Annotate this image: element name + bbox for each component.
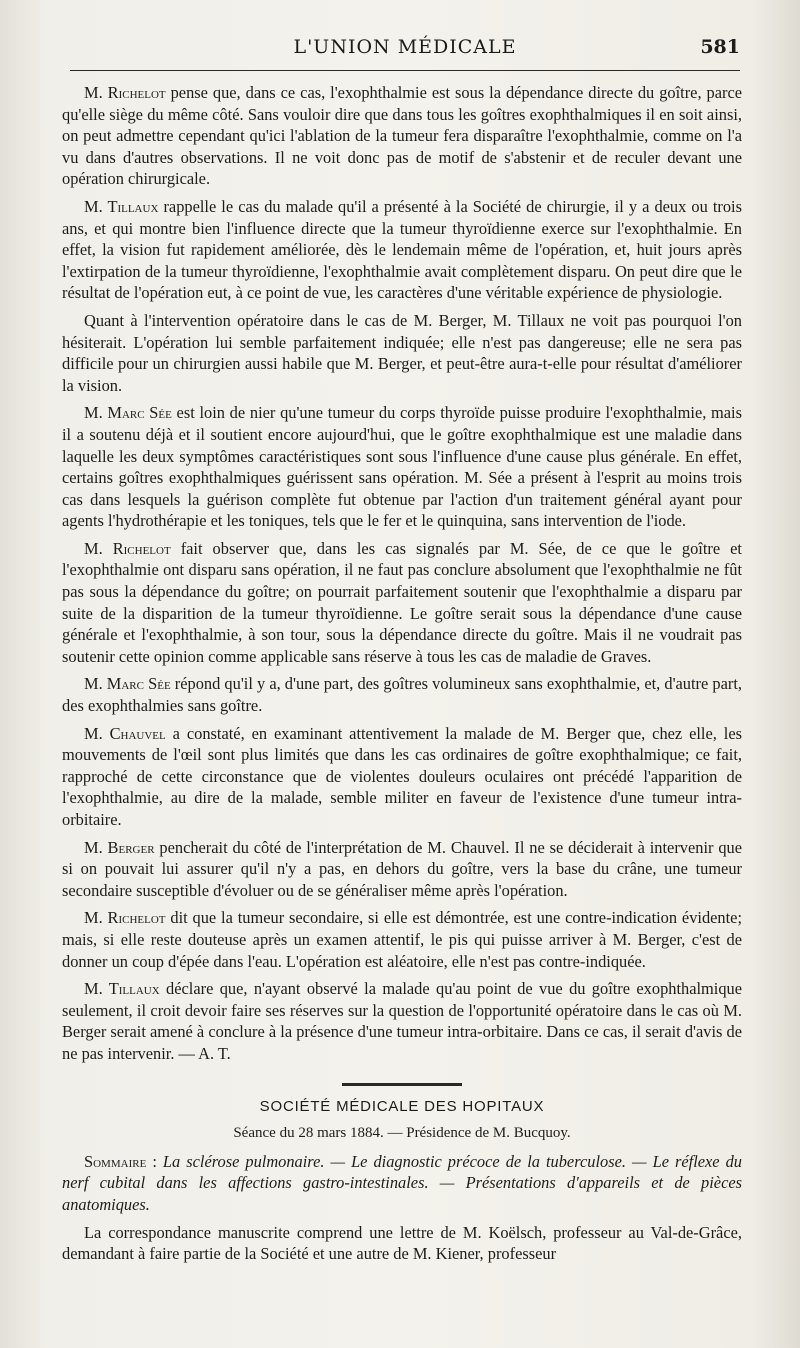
speaker-name: M. Richelot: [84, 908, 166, 928]
paragraph: [62, 538, 742, 668]
paragraph-text: a constaté, en examinant attentivement la malade de M. Berger que, chez elle, les mouvements de l'œil sont plus limités que dans les cas ordinaires de goître exophthalmique; ce fait, rapproché de cette circonstance que de violentes douleurs oculaires ont précédé l'apparition de l'exophthalmie, au dire de la malade, semble militer en faveur de l'existence d'une tumeur intra-orbitaire.: [62, 723, 742, 829]
speaker-name: M. Tillaux: [84, 979, 160, 999]
paragraph-text: dit que la tumeur secondaire, si elle est démontrée, est une contre-indication évidente; mais, si elle reste douteuse après un examen attentif, le pis qui puisse arriver à M. Berger, c'est de donner un coup d'épée dans l'eau. L'opération est aléatoire, elle n'est pas contre-indiquée.: [62, 908, 743, 971]
paragraph: [62, 310, 742, 396]
section-divider: [342, 1083, 462, 1086]
paragraph-text: pense que, dans ce cas, l'exophthalmie est sous la dépendance directe du goître, parce qu'elle siège du même côté. Sans vouloir dire que dans tous les goîtres exophthalmiques il en soit ainsi, on peut admettre cependant qu'ici l'ablation de la tumeur fera disparaître l'exophthalmie, comme on l'a vu dans d'autres observations. Il ne voit donc pas de motif de s'abstenir et de reculer devant une opération chirurgicale.: [62, 83, 742, 189]
paragraph-text: fait observer que, dans les cas signalés par M. Sée, de ce que le goître et l'exophthalmie ont disparu sans opération, il ne faut pas conclure absolument que l'exophthalmie ne fût pas sous la dépendance du goître; on pourrait parfaitement soutenir que l'exophthalmie a disparu par suite de la disparition de la tumeur thyroïdienne. Le goître serait sous la dépendance d'une cause générale et l'exophthalmie, à son tour, sous la dépendance directe du goître. Mais il ne voudrait pas soutenir cette opinion comme applicable sans réserve à tous les cas de maladie de Graves.: [62, 538, 742, 666]
speaker-name: M. Tillaux: [84, 196, 159, 216]
speaker-name: M. Chauvel: [84, 723, 166, 743]
paragraph-text: est loin de nier qu'une tumeur du corps thyroïde puisse produire l'exophthalmie, mais il a soutenu déjà et il soutient encore aujourd'hui, que le goître exophthalmique est une maladie dans laquelle les deux symptômes caractéristiques sont sous l'influence d'une cause plus générale. En effet, certains goîtres exophthalmiques guérissent sans opération. M. Sée a présent à l'esprit au moins trois cas dans lesquels la guérison complète fut obtenue par l'action d'un traitement général ayant pour agents l'hydrothérapie et les toniques, tels que le fer et le quinquina, sans intervention de l'iode.: [62, 403, 742, 531]
session-line: Séance du 28 mars 1884. — Présidence de M. Bucquoy.: [233, 1125, 571, 1142]
paragraph-text: déclare que, n'ayant observé la malade qu'au point de vue du goître exophthalmique seulement, il croit devoir faire ses réserves sur la question de l'opportunité opératoire dans le cas où M. Berger serait amené à conclure à la présence d'une tumeur intra-orbitaire. Dans ce cas, il serait d'avis de ne pas intervenir. — A. T.: [62, 979, 743, 1063]
speaker-name: M. Marc Sée: [84, 403, 172, 423]
running-title: L'UNION MÉDICALE: [293, 36, 517, 58]
paragraph: [62, 82, 742, 190]
speaker-name: M. Marc Sée: [84, 674, 171, 694]
summary-text: La sclérose pulmonaire. — Le diagnostic précoce de la tuberculose. — Le réflexe du nerf cubital dans les affections gastro-intestinales. — Présentations d'appareils et de pièces anatomiques.: [62, 1151, 743, 1214]
header-rule: [70, 70, 740, 71]
paragraph: [62, 673, 742, 716]
paragraph: [62, 196, 742, 304]
paragraph: [62, 402, 742, 532]
paragraph-text: rappelle le cas du malade qu'il a présenté à la Société de chirurgie, il y a deux ou trois ans, et qui montre bien l'influence directe que la tumeur thyroïdienne exerce sur l'exophthalmie. En effet, la vision fut rapidement améliorée, dès le lendemain même de l'opération, et, huit jours après l'extirpation de la tumeur thyroïdienne, l'exophthalmie avait complètement disparu. On peut dire que le résultat de l'opération eut, à ce point de vue, les caractères d'une véritable expérience de physiologie.: [62, 196, 742, 303]
paragraph: [62, 1222, 742, 1265]
paragraph-text: Quant à l'intervention opératoire dans le cas de M. Berger, M. Tillaux ne voit pas pourquoi l'on hésiterait. L'opération lui semble parfaitement indiquée; elle n'est pas dangereuse; elle ne sera pas difficile pour un chirurgien aussi habile que M. Berger, et peut-être aura-t-elle pour résultat d'améliorer la vision.: [62, 310, 742, 395]
paragraph: [62, 723, 742, 831]
speaker-name: M. Richelot: [84, 538, 171, 558]
page-header: [70, 36, 740, 66]
paragraph: [62, 978, 742, 1064]
paragraph-text: répond qu'il y a, d'une part, des goîtres volumineux sans exophthalmie, et, d'autre part, des exophthalmies sans goître.: [62, 674, 742, 716]
speaker-name: M. Richelot: [84, 83, 166, 102]
article-body: [62, 82, 742, 1271]
page-number: 581: [700, 36, 740, 58]
speaker-name: M. Berger: [84, 837, 155, 857]
section-title: SOCIÉTÉ MÉDICALE DES HOPITAUX: [259, 1097, 545, 1115]
paragraph-text: La correspondance manuscrite comprend une lettre de M. Koëlsch, professeur au Val-de-Grâce, demandant à faire partie de la Société et une autre de M. Kiener, professeur: [62, 1222, 742, 1264]
paragraph: [62, 837, 742, 902]
summary: [62, 1151, 742, 1216]
paragraph-text: pencherait du côté de l'interprétation de M. Chauvel. Il ne se déciderait à intervenir que si on pouvait lui assurer qu'il n'y a pas, en dehors du goître, vers la base du crâne, une tumeur secondaire susceptible d'évoluer ou de se généraliser même après l'opération.: [62, 837, 742, 900]
paragraph: [62, 907, 742, 972]
summary-label: Sommaire :: [84, 1151, 157, 1171]
